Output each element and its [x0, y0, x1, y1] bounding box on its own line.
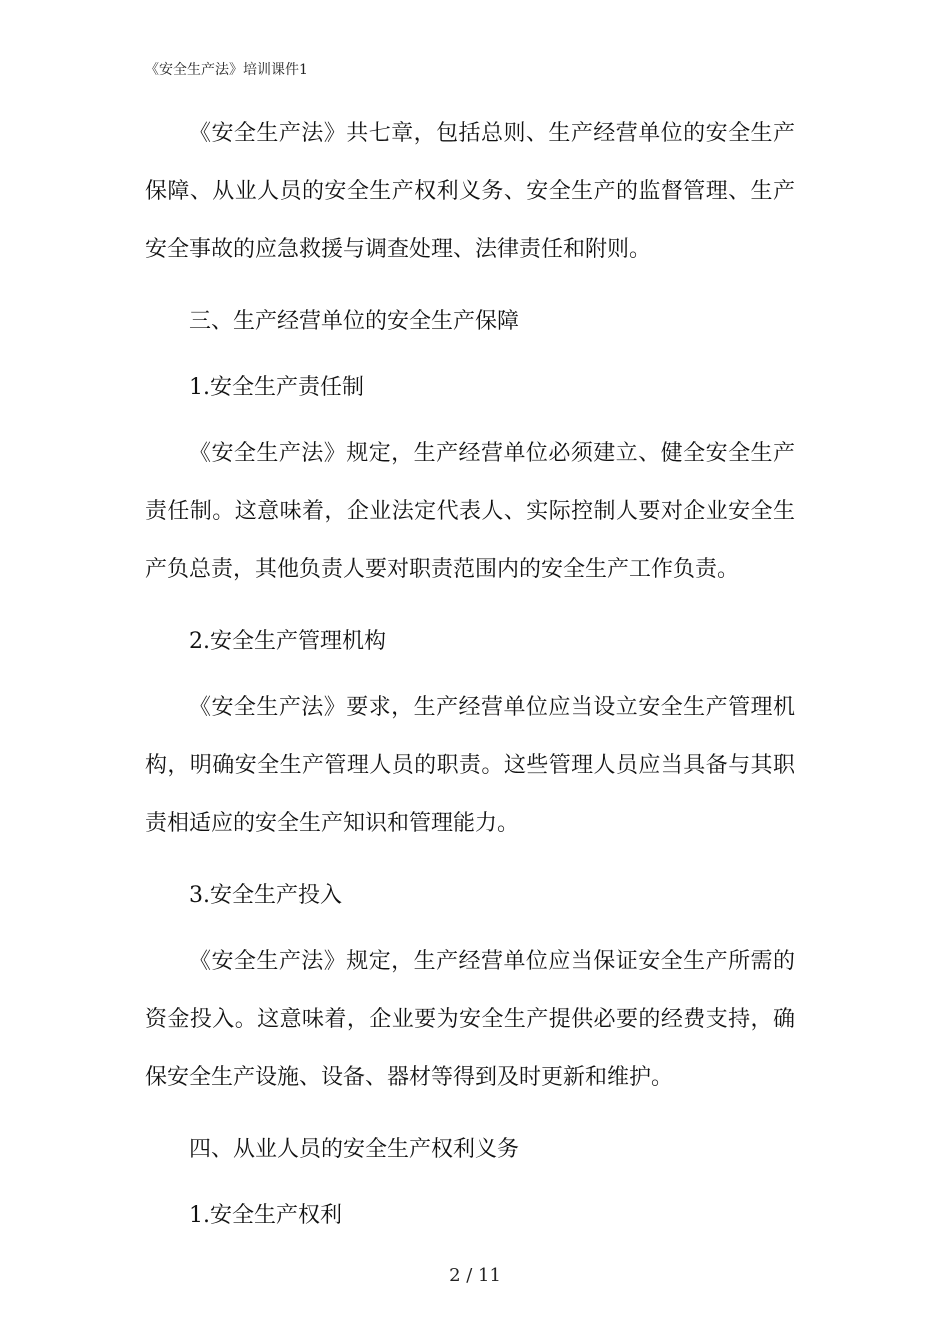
subsection-heading-3-2: 2.安全生产管理机构	[189, 629, 386, 654]
paragraph-3-1: 《安全生产法》规定，生产经营单位必须建立、健全安全生产责任制。这意味着，企业法定代表人、实际控制人要对企业安全生产负总责，其他负责人要对职责范围内的安全生产工作负责。	[145, 441, 795, 582]
subsection-heading-3-3: 3.安全生产投入	[189, 883, 342, 908]
section-heading-3: 三、生产经营单位的安全生产保障	[189, 309, 520, 334]
subsection-heading-3-1: 1.安全生产责任制	[189, 375, 364, 400]
paragraph-3-2: 《安全生产法》要求，生产经营单位应当设立安全生产管理机构，明确安全生产管理人员的职责。这些管理人员应当具备与其职责相适应的安全生产知识和管理能力。	[145, 695, 795, 836]
document-body	[145, 105, 795, 1253]
page-number: 2 / 11	[449, 1265, 501, 1286]
subsection-heading-4-1: 1.安全生产权利	[189, 1203, 342, 1228]
intro-paragraph: 《安全生产法》共七章，包括总则、生产经营单位的安全生产保障、从业人员的安全生产权利义务、安全生产的监督管理、生产安全事故的应急救援与调查处理、法律责任和附则。	[145, 121, 795, 262]
paragraph-3-3: 《安全生产法》规定，生产经营单位应当保证安全生产所需的资金投入。这意味着，企业要为安全生产提供必要的经费支持，确保安全生产设施、设备、器材等得到及时更新和维护。	[145, 949, 795, 1090]
page-header: 《安全生产法》培训课件1	[145, 62, 308, 78]
section-heading-4: 四、从业人员的安全生产权利义务	[189, 1137, 520, 1162]
